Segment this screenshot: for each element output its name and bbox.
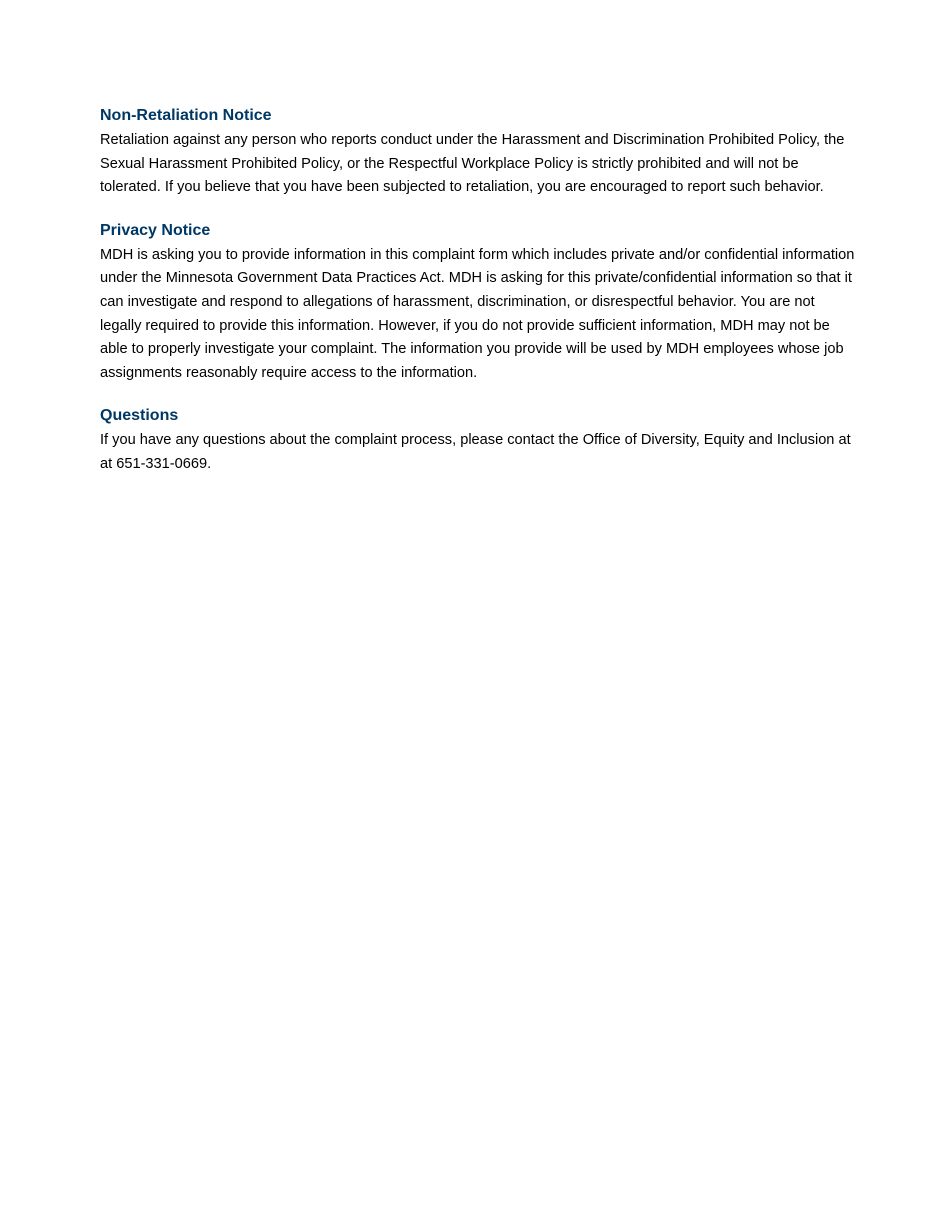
privacy-notice-text: MDH is asking you to provide information in this complaint form which includes private and/or confidential information under the Minnesota Government Data Practices Act. MDH is asking for this private/confidential information so that it can investigate and respond to allegations of harassment, discrimination, or disrespectful behavior. You are not legally required to provide this information. However, if you do not provide sufficient information, MDH may not be able to properly investigate your complaint. The information you provide will be used by MDH employees whose job assignments reasonably require access to the information.: [100, 246, 855, 381]
questions-text: If you have any questions about the complaint process, please contact the Office of Diversity, Equity and Inclusion at at 651-331-0669.: [100, 432, 851, 472]
privacy-notice-section: [100, 219, 860, 386]
questions-section: [100, 404, 860, 476]
privacy-notice-heading: Privacy Notice: [100, 221, 211, 239]
non-retaliation-heading: Non-Retaliation Notice: [100, 107, 272, 124]
document-page: [100, 104, 860, 496]
non-retaliation-text: Retaliation against any person who reports conduct under the Harassment and Discrimination Prohibited Policy, the Sexual Harassment Prohibited Policy, or the Respectful Workplace Policy is strictly prohibited and will not be tolerated. If you believe that you have been subjected to retaliation, you are encouraged to report such behavior.: [100, 132, 845, 196]
questions-heading: Questions: [100, 407, 179, 425]
non-retaliation-section: [100, 104, 860, 200]
